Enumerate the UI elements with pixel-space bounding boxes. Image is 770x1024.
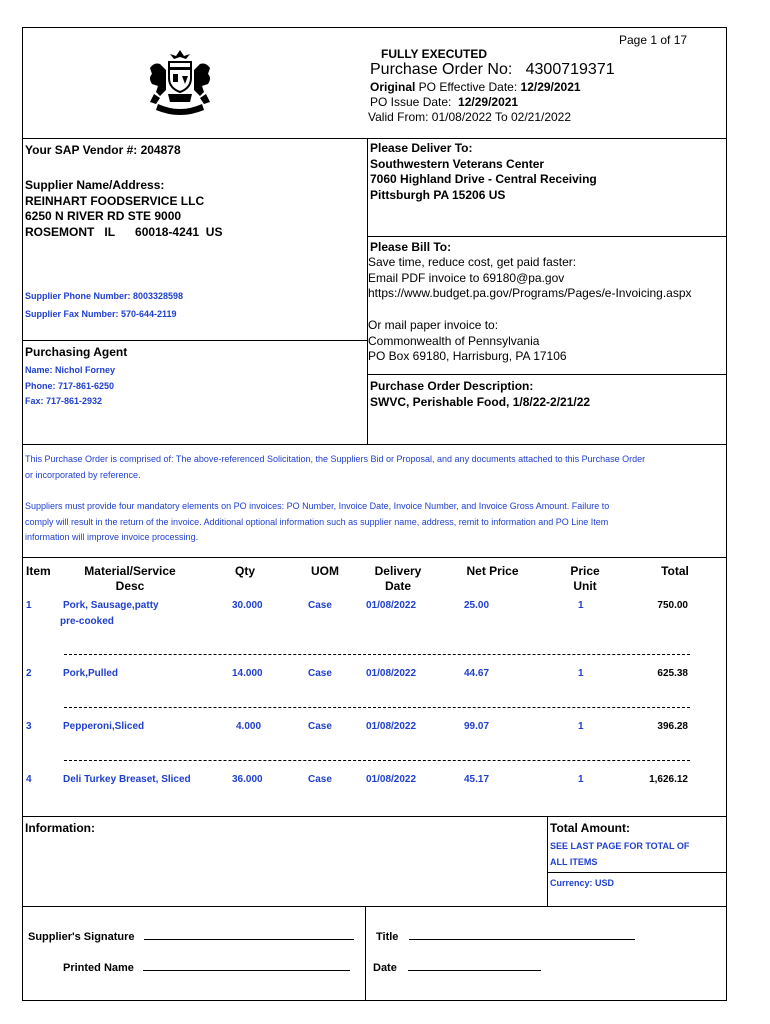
notes-paragraph-2 xyxy=(25,499,609,546)
row-2-item: 2 xyxy=(26,668,32,679)
header-divider xyxy=(22,138,726,139)
row-2-net-price: 44.67 xyxy=(464,668,490,679)
notes-p2-line-1: Suppliers must provide four mandatory elements on PO invoices: PO Number, Invoice Date, Invoice Number, and Invoice Gross Amount. Failure to xyxy=(25,501,610,511)
col-header-total: Total xyxy=(661,564,689,578)
po-description-block xyxy=(370,379,590,410)
col-header-net-price: Net Price xyxy=(466,564,519,578)
signature-top xyxy=(22,906,726,907)
row-4-uom: Case xyxy=(308,774,332,785)
row-2-qty: 14.000 xyxy=(232,668,263,679)
row-1-item: 1 xyxy=(26,600,32,611)
bill-line-3: https://www.budget.pa.gov/Programs/Pages/e-Invoicing.aspx xyxy=(368,286,692,300)
supplier-street: 6250 N RIVER RD STE 9000 xyxy=(25,209,182,223)
date-label: Date xyxy=(373,962,397,974)
row-1-desc: Pork, Sausage,patty xyxy=(63,600,159,611)
notes-p2-line-2: comply will result in the return of the invoice. Additional optional information such as supplier name, address, remit to information and PO Line Item xyxy=(25,516,609,527)
total-amount-label: Total Amount: xyxy=(550,821,630,835)
row-separator xyxy=(64,654,690,655)
supplier-zip: 60018-4241 xyxy=(135,224,200,239)
row-3-qty: 4.000 xyxy=(236,721,262,732)
po-number: 4300719371 xyxy=(525,61,615,78)
bill-to-details-2 xyxy=(368,318,567,365)
supplier-name-address-label: Supplier Name/Address: xyxy=(25,178,165,192)
bill-line-5: Commonwealth of Pennsylvania xyxy=(368,333,540,348)
effective-date: 12/29/2021 xyxy=(520,80,581,94)
bill-to-title: Please Bill To: xyxy=(370,240,452,254)
row-4-net-price: 45.17 xyxy=(464,774,490,785)
frame-right xyxy=(726,27,727,1001)
supplier-signature-label: Supplier's Signature xyxy=(28,931,135,943)
printed-name-line[interactable] xyxy=(143,960,350,971)
supplier-country: US xyxy=(205,224,223,239)
supplier-signature-row xyxy=(28,929,354,943)
agent-divider xyxy=(22,340,367,341)
table-bottom xyxy=(22,816,726,817)
currency-label: Currency: USD xyxy=(550,878,615,888)
col-header-qty: Qty xyxy=(234,564,255,578)
bill-line-6: PO Box 69180, Harrisburg, PA 17106 xyxy=(368,349,567,363)
row-3-total: 396.28 xyxy=(657,721,688,732)
notes-p1-line-2: or incorporated by reference. xyxy=(25,469,141,480)
total-note-line-2: ALL ITEMS xyxy=(550,857,598,867)
total-note-line-1: SEE LAST PAGE FOR TOTAL OF xyxy=(550,841,690,851)
date-row xyxy=(373,960,541,974)
supplier-name: REINHART FOODSERVICE LLC xyxy=(25,193,205,208)
col-header-desc-line-1: Material/Service xyxy=(84,564,176,578)
date-line[interactable] xyxy=(408,960,541,971)
effective-date-line xyxy=(370,80,581,94)
row-1-uom: Case xyxy=(308,600,332,611)
title-label: Title xyxy=(376,931,399,943)
deliver-line-3: Pittsburgh PA 15206 US xyxy=(370,187,506,202)
col-header-delivery-line-1: Delivery xyxy=(374,564,422,578)
supplier-city: ROSEMONT xyxy=(25,224,95,239)
col-header-price-line-1: Price xyxy=(570,564,600,578)
row-4-qty: 36.000 xyxy=(232,774,263,785)
supplier-signature-line[interactable] xyxy=(144,929,354,940)
issue-date-line xyxy=(370,95,518,109)
po-number-label: Purchase Order No: xyxy=(370,61,513,78)
row-1-date: 01/08/2022 xyxy=(366,600,417,611)
notes-p2-line-3: information will improve invoice processing. xyxy=(25,532,199,542)
row-4-price-unit: 1 xyxy=(578,774,584,785)
agent-fax: Fax: 717-861-2932 xyxy=(25,396,103,406)
col-header-uom: UOM xyxy=(311,564,339,578)
deliver-line-1: Southwestern Veterans Center xyxy=(370,156,545,171)
total-amount-note xyxy=(550,838,689,870)
row-2-desc: Pork,Pulled xyxy=(63,668,119,679)
printed-name-label: Printed Name xyxy=(63,962,134,974)
bill-to-details-1 xyxy=(368,255,692,302)
row-3-item: 3 xyxy=(26,721,32,732)
effective-label: PO Effective Date: xyxy=(415,80,521,94)
row-3-date: 01/08/2022 xyxy=(366,721,417,732)
row-2-price-unit: 1 xyxy=(578,668,584,679)
po-description-title: Purchase Order Description: xyxy=(370,379,534,393)
notes-paragraph-1 xyxy=(25,452,645,483)
total-box-divider xyxy=(547,872,726,873)
row-1-desc-line-2: pre-cooked xyxy=(60,616,114,627)
row-1-net-price: 25.00 xyxy=(464,600,490,611)
col-header-desc xyxy=(70,564,190,594)
title-row xyxy=(376,929,635,943)
col-header-price-unit xyxy=(560,564,610,594)
page-indicator: Page 1 of 17 xyxy=(619,33,688,47)
valid-range: Valid From: 01/08/2022 To 02/21/2022 xyxy=(368,110,572,124)
row-separator xyxy=(64,760,690,761)
row-4-desc: Deli Turkey Breaset, Sliced xyxy=(63,774,191,785)
deliver-line-2: 7060 Highland Drive - Central Receiving xyxy=(370,172,597,186)
status-label: FULLY EXECUTED xyxy=(381,47,488,61)
deliver-to-block xyxy=(370,141,597,203)
bill-line-2: Email PDF invoice to 69180@pa.gov xyxy=(368,270,565,285)
bill-line-1: Save time, reduce cost, get paid faster: xyxy=(368,255,577,269)
supplier-fax: Supplier Fax Number: 570-644-2119 xyxy=(25,309,177,319)
title-line[interactable] xyxy=(409,929,635,940)
issue-label: PO Issue Date: xyxy=(370,95,452,109)
bill-line-4: Or mail paper invoice to: xyxy=(368,318,499,332)
notes-p1-line-1: This Purchase Order is comprised of: The above-referenced Solicitation, the Suppliers Bid or Proposal, and any documents attached to this Purchase Order xyxy=(25,454,646,464)
row-3-net-price: 99.07 xyxy=(464,721,490,732)
row-3-price-unit: 1 xyxy=(578,721,584,732)
po-number-line xyxy=(370,61,615,79)
supplier-state: IL xyxy=(104,224,116,239)
notes-bottom xyxy=(22,557,726,558)
row-1-price-unit: 1 xyxy=(578,600,584,611)
signature-divider xyxy=(365,906,366,1000)
row-4-item: 4 xyxy=(26,774,32,785)
printed-name-row xyxy=(63,960,350,974)
agent-phone: Phone: 717-861-6250 xyxy=(25,380,115,391)
issue-date: 12/29/2021 xyxy=(458,95,519,109)
row-2-uom: Case xyxy=(308,668,332,679)
supplier-city-line xyxy=(25,225,222,241)
deliver-to-title: Please Deliver To: xyxy=(370,141,473,155)
agent-name: Name: Nichol Forney xyxy=(25,365,116,375)
effective-prefix: Original xyxy=(370,80,416,94)
deliver-divider xyxy=(367,236,726,237)
row-1-qty: 30.000 xyxy=(232,600,263,611)
row-3-desc: Pepperoni,Sliced xyxy=(63,721,145,732)
row-2-date: 01/08/2022 xyxy=(366,668,417,679)
col-header-desc-line-2: Desc xyxy=(115,579,145,593)
col-header-price-line-2: Unit xyxy=(573,579,597,593)
frame-bottom xyxy=(22,1000,727,1001)
upper-section-bottom xyxy=(22,444,726,445)
row-4-total: 1,626.12 xyxy=(649,774,688,785)
col-header-item: Item xyxy=(26,564,51,578)
row-1-total: 750.00 xyxy=(657,600,688,611)
row-2-total: 625.38 xyxy=(657,668,688,679)
total-box-left xyxy=(547,816,548,906)
purchasing-agent-title: Purchasing Agent xyxy=(25,345,128,359)
supplier-phone: Supplier Phone Number: 8003328598 xyxy=(25,291,184,301)
frame-left xyxy=(22,27,23,1001)
pennsylvania-coat-of-arms-icon xyxy=(140,48,220,118)
row-4-date: 01/08/2022 xyxy=(366,774,417,785)
col-header-delivery-line-2: Date xyxy=(384,579,411,593)
row-3-uom: Case xyxy=(308,721,332,732)
col-header-delivery xyxy=(363,564,433,594)
bill-divider xyxy=(367,374,726,375)
supplier-block xyxy=(25,178,222,240)
po-description-text: SWVC, Perishable Food, 1/8/22-2/21/22 xyxy=(370,394,591,409)
agent-details xyxy=(25,363,115,410)
information-label: Information: xyxy=(25,821,95,835)
frame-top xyxy=(22,27,726,28)
sap-vendor-number: Your SAP Vendor #: 204878 xyxy=(25,143,181,157)
row-separator xyxy=(64,707,690,708)
